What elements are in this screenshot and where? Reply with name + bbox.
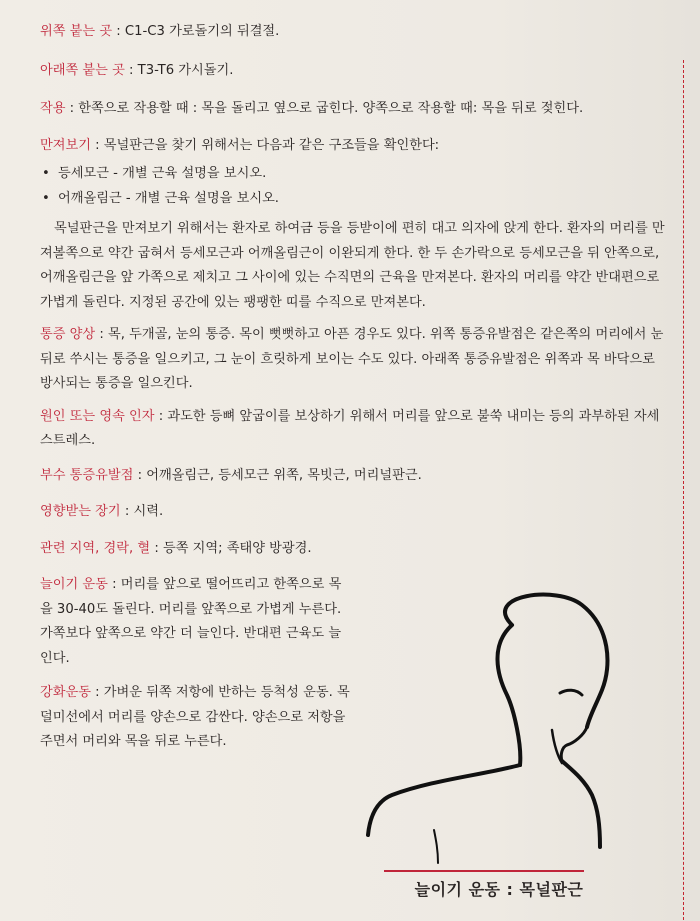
figure-caption: 늘이기 운동 : 목널판근 — [414, 880, 584, 899]
bullet-item — [40, 162, 665, 187]
insertion-row — [40, 59, 665, 84]
insertion-label: 아래쪽 붙는 곳 — [40, 62, 125, 78]
stretch-figure — [362, 585, 622, 865]
organ-row — [40, 500, 665, 525]
stretch-text: : 머리를 앞으로 떨어뜨리고 한쪽으로 목을 30-40도 돌린다. 머리를 앞쪽으로 가볍게 누른다. 가쪽보다 앞쪽으로 약간 더 늘인다. 반대편 근육도 늘인다. — [40, 577, 342, 666]
bullet-item — [40, 187, 665, 212]
head-outline — [505, 595, 607, 727]
arm-line — [434, 830, 438, 863]
bullet-text: 어깨올림근 - 개별 근육 설명을 보시오. — [58, 190, 279, 206]
cause-row — [40, 405, 665, 454]
bullet-icon: • — [42, 166, 50, 181]
action-label: 작용 — [40, 101, 66, 116]
strengthen-label: 강화운동 — [40, 685, 91, 700]
satellite-text: : 어깨올림근, 등세모근 위쪽, 목빗근, 머리널판근. — [133, 467, 422, 483]
jaw-line — [552, 730, 562, 763]
stretch-label: 늘이기 운동 — [40, 577, 108, 592]
pain-pattern-text: : 목, 두개골, 눈의 통증. 목이 뻣뻣하고 아픈 경우도 있다. 위쪽 통증유발점은 같은쪽의 머리에서 눈 뒤로 쑤시는 통증을 일으키고, 그 눈이 흐릿하게 보이는 수도 있다. 아래쪽 통증유발점은 위쪽과 목 바닥으로 방사되는 통증을 일으킨다. — [40, 327, 664, 391]
neck-stretch-illustration — [362, 585, 622, 865]
caption-rule — [384, 870, 584, 872]
palpation-text: : 목널판근을 찾기 위해서는 다음과 같은 구조들을 확인한다: — [90, 137, 440, 153]
organ-label: 영향받는 장기 — [40, 504, 121, 519]
organ-text: : 시력. — [120, 504, 164, 519]
cause-text: : 과도한 등뼈 앞굽이를 보상하기 위해서 머리를 앞으로 불쑥 내미는 등의 과부하된 자세 스트레스. — [40, 408, 660, 448]
strengthen-text: : 가벼운 뒤쪽 저항에 반하는 등척성 운동. 목덜미선에서 머리를 양손으로 감싼다. 양손으로 저항을 주면서 머리와 목을 뒤로 누른다. — [40, 685, 350, 749]
cause-label: 원인 또는 영속 인자 — [40, 408, 155, 424]
origin-text: : C1-C3 가로돌기의 뒤결절. — [112, 24, 280, 39]
stretch-row — [40, 573, 352, 671]
palpation-label: 만져보기 — [40, 137, 91, 153]
origin-row — [40, 20, 665, 45]
meridian-row — [40, 537, 352, 562]
action-row — [40, 97, 665, 122]
palpation-row — [40, 134, 665, 159]
meridian-text: : 등쪽 지역; 족태양 방광경. — [150, 540, 312, 556]
face-outline — [561, 727, 587, 761]
eye-mark — [560, 690, 582, 695]
origin-label: 위쪽 붙는 곳 — [40, 24, 113, 39]
strengthen-row — [40, 681, 352, 755]
meridian-label: 관련 지역, 경락, 혈 — [40, 540, 151, 556]
action-text: : 한쪽으로 작용할 때 : 목을 돌리고 옆으로 굽힌다. 양쪽으로 작용할 때: 목을 뒤로 젖힌다. — [65, 101, 584, 116]
bullet-icon: • — [42, 190, 50, 206]
insertion-text: : T3-T6 가시돌기. — [124, 62, 234, 78]
page-edge-line — [683, 60, 684, 920]
pain-pattern-label: 통증 양상 — [40, 327, 96, 342]
palpation-paragraph: 목널판근을 만져보기 위해서는 환자로 하여금 등을 등받이에 편히 대고 의자에 앉게 한다. 환자의 머리를 만져볼쪽으로 약간 굽혀서 등세모근과 어깨올림근이 이완되게 한다. 한 두 손가락으로 등세모근을 뒤 안쪽으로, 어깨올림근을 앞 가쪽으로 제치고 그 사이에 있는 수직면의 근육을 만져본다. 환자의 머리를 약간 반대편으로 가볍게 돌린다. 지정된 공간에 있는 팽팽한 띠를 수직으로 만져본다. — [40, 221, 665, 310]
bullet-text: 등세모근 - 개별 근육 설명을 보시오. — [58, 166, 267, 181]
left-shoulder-outline — [368, 765, 520, 835]
satellite-label: 부수 통증유발점 — [40, 467, 134, 483]
satellite-row — [40, 464, 665, 489]
pain-pattern-row — [40, 323, 665, 397]
neck-back-outline — [497, 625, 520, 765]
right-shoulder-outline — [562, 761, 600, 847]
